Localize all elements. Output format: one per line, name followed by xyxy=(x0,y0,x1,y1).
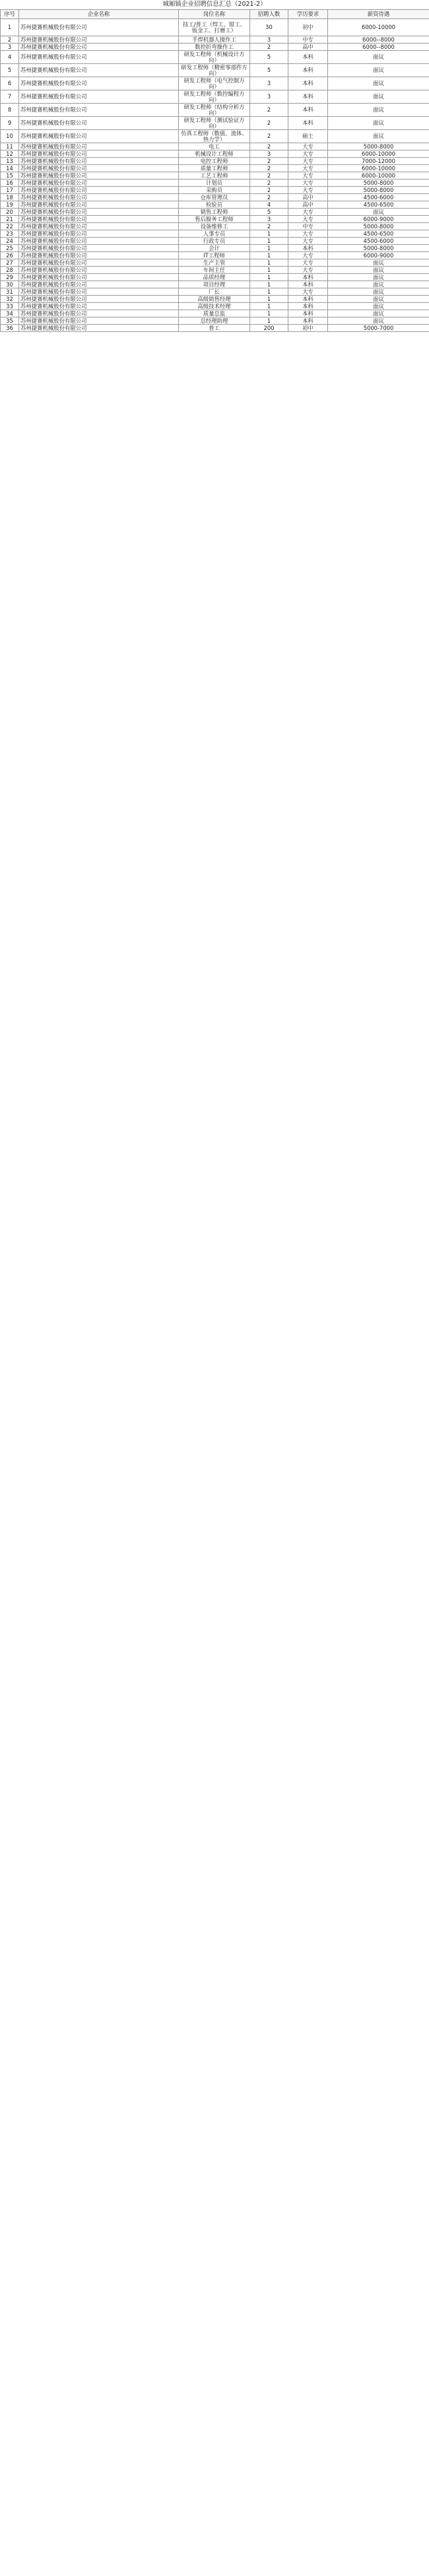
salary: 面议 xyxy=(328,281,429,288)
position-name: 会计 xyxy=(179,245,250,252)
table-row xyxy=(1,223,429,230)
salary: 面议 xyxy=(328,51,429,64)
table-row xyxy=(1,150,429,158)
row-number: 17 xyxy=(1,187,19,194)
salary: 4500-6500 xyxy=(328,230,429,238)
table-row xyxy=(1,303,429,310)
header-education: 学历要求 xyxy=(288,10,328,19)
salary: 4500-6000 xyxy=(328,194,429,201)
position-name: 总经理助理 xyxy=(179,317,250,325)
salary: 5000-8000 xyxy=(328,223,429,230)
education-requirement: 本科 xyxy=(288,51,328,64)
company-name: 苏州捷赛机械股份有限公司 xyxy=(19,104,179,117)
salary: 面议 xyxy=(328,303,429,310)
position-name: 电控工程师 xyxy=(179,158,250,165)
position-name: 计划员 xyxy=(179,180,250,187)
row-number: 19 xyxy=(1,201,19,209)
company-name: 苏州捷赛机械股份有限公司 xyxy=(19,117,179,130)
table-header-row xyxy=(1,10,429,19)
salary: 面议 xyxy=(328,296,429,303)
headcount: 2 xyxy=(250,194,288,201)
education-requirement: 初中 xyxy=(288,19,328,36)
company-name: 苏州捷赛机械股份有限公司 xyxy=(19,267,179,274)
table-row xyxy=(1,104,429,117)
company-name: 苏州捷赛机械股份有限公司 xyxy=(19,143,179,150)
headcount: 3 xyxy=(250,36,288,44)
headcount: 2 xyxy=(250,180,288,187)
salary: 5000-8000 xyxy=(328,180,429,187)
table-row xyxy=(1,230,429,238)
position-name: 手焊机器人操作工 xyxy=(179,36,250,44)
company-name: 苏州捷赛机械股份有限公司 xyxy=(19,245,179,252)
row-number: 14 xyxy=(1,165,19,172)
position-name: 项目经理 xyxy=(179,281,250,288)
education-requirement: 大专 xyxy=(288,216,328,223)
education-requirement: 大专 xyxy=(288,209,328,216)
company-name: 苏州捷赛机械股份有限公司 xyxy=(19,180,179,187)
document-title: 城厢镇企业招聘信息汇总（2021-2） xyxy=(162,1,267,8)
row-number: 23 xyxy=(1,230,19,238)
row-number: 24 xyxy=(1,238,19,245)
position-name: 检验员 xyxy=(179,201,250,209)
row-number: 6 xyxy=(1,77,19,90)
company-name: 苏州捷赛机械股份有限公司 xyxy=(19,64,179,77)
row-number: 3 xyxy=(1,44,19,51)
row-number: 4 xyxy=(1,51,19,64)
headcount: 2 xyxy=(250,104,288,117)
position-name: 采购员 xyxy=(179,187,250,194)
table-row xyxy=(1,194,429,201)
position-name: 普工 xyxy=(179,325,250,332)
headcount: 2 xyxy=(250,44,288,51)
row-number: 33 xyxy=(1,303,19,310)
position-name: 研发工程师（机械设计方向） xyxy=(179,51,250,64)
education-requirement: 大专 xyxy=(288,259,328,267)
company-name: 苏州捷赛机械股份有限公司 xyxy=(19,165,179,172)
headcount: 2 xyxy=(250,223,288,230)
education-requirement: 硕士 xyxy=(288,130,328,143)
table-row xyxy=(1,165,429,172)
salary: 6000-10000 xyxy=(328,19,429,36)
education-requirement: 大专 xyxy=(288,165,328,172)
salary: 5000-8000 xyxy=(328,187,429,194)
salary: 面议 xyxy=(328,117,429,130)
education-requirement: 大专 xyxy=(288,180,328,187)
headcount: 2 xyxy=(250,158,288,165)
company-name: 苏州捷赛机械股份有限公司 xyxy=(19,274,179,281)
table-row xyxy=(1,317,429,325)
education-requirement: 本科 xyxy=(288,64,328,77)
row-number: 7 xyxy=(1,90,19,104)
row-number: 9 xyxy=(1,117,19,130)
position-name: 人事专员 xyxy=(179,230,250,238)
company-name: 苏州捷赛机械股份有限公司 xyxy=(19,36,179,44)
headcount: 1 xyxy=(250,252,288,259)
position-name: 仓库管理员 xyxy=(179,194,250,201)
headcount: 1 xyxy=(250,274,288,281)
company-name: 苏州捷赛机械股份有限公司 xyxy=(19,51,179,64)
headcount: 1 xyxy=(250,245,288,252)
company-name: 苏州捷赛机械股份有限公司 xyxy=(19,310,179,317)
table-row xyxy=(1,187,429,194)
table-row xyxy=(1,158,429,165)
company-name: 苏州捷赛机械股份有限公司 xyxy=(19,77,179,90)
salary: 6000-9000 xyxy=(328,252,429,259)
education-requirement: 大专 xyxy=(288,238,328,245)
education-requirement: 大专 xyxy=(288,288,328,296)
headcount: 3 xyxy=(250,216,288,223)
table-row xyxy=(1,216,429,223)
company-name: 苏州捷赛机械股份有限公司 xyxy=(19,187,179,194)
education-requirement: 本科 xyxy=(288,104,328,117)
row-number: 8 xyxy=(1,104,19,117)
table-body xyxy=(1,19,429,332)
headcount: 2 xyxy=(250,143,288,150)
position-name: 高级销售经理 xyxy=(179,296,250,303)
position-name: 设备维修工 xyxy=(179,223,250,230)
table-row xyxy=(1,44,429,51)
position-name: 机械设计工程师 xyxy=(179,150,250,158)
education-requirement: 本科 xyxy=(288,303,328,310)
position-name: 车间主任 xyxy=(179,267,250,274)
row-number: 2 xyxy=(1,36,19,44)
row-number: 18 xyxy=(1,194,19,201)
position-name: 研发工程师（电气控制方向） xyxy=(179,77,250,90)
position-name: 研发工程师（测试验证方向） xyxy=(179,117,250,130)
education-requirement: 高中 xyxy=(288,44,328,51)
company-name: 苏州捷赛机械股份有限公司 xyxy=(19,296,179,303)
company-name: 苏州捷赛机械股份有限公司 xyxy=(19,130,179,143)
headcount: 1 xyxy=(250,296,288,303)
company-name: 苏州捷赛机械股份有限公司 xyxy=(19,303,179,310)
headcount: 2 xyxy=(250,172,288,180)
headcount: 3 xyxy=(250,90,288,104)
company-name: 苏州捷赛机械股份有限公司 xyxy=(19,317,179,325)
salary: 4500-6000 xyxy=(328,238,429,245)
position-name: 电工 xyxy=(179,143,250,150)
education-requirement: 本科 xyxy=(288,77,328,90)
row-number: 34 xyxy=(1,310,19,317)
salary: 面议 xyxy=(328,77,429,90)
company-name: 苏州捷赛机械股份有限公司 xyxy=(19,19,179,36)
company-name: 苏州捷赛机械股份有限公司 xyxy=(19,238,179,245)
table-row xyxy=(1,117,429,130)
headcount: 1 xyxy=(250,317,288,325)
table-row xyxy=(1,51,429,64)
position-name: 研发工程师（精密零部件方向） xyxy=(179,64,250,77)
position-name: 品质经理 xyxy=(179,274,250,281)
row-number: 35 xyxy=(1,317,19,325)
salary: 面议 xyxy=(328,274,429,281)
headcount: 1 xyxy=(250,230,288,238)
row-number: 27 xyxy=(1,259,19,267)
position-name: 厂长 xyxy=(179,288,250,296)
table-row xyxy=(1,274,429,281)
row-number: 22 xyxy=(1,223,19,230)
salary: 5000-7000 xyxy=(328,325,429,332)
salary: 面议 xyxy=(328,267,429,274)
table-row xyxy=(1,36,429,44)
education-requirement: 本科 xyxy=(288,281,328,288)
header-salary: 薪资待遇 xyxy=(328,10,429,19)
education-requirement: 本科 xyxy=(288,245,328,252)
company-name: 苏州捷赛机械股份有限公司 xyxy=(19,281,179,288)
education-requirement: 大专 xyxy=(288,158,328,165)
education-requirement: 大专 xyxy=(288,143,328,150)
education-requirement: 大专 xyxy=(288,150,328,158)
table-row xyxy=(1,245,429,252)
row-number: 25 xyxy=(1,245,19,252)
position-name: 高级技术经理 xyxy=(179,303,250,310)
company-name: 苏州捷赛机械股份有限公司 xyxy=(19,194,179,201)
header-count: 招聘人数 xyxy=(250,10,288,19)
headcount: 1 xyxy=(250,303,288,310)
table-row xyxy=(1,19,429,36)
row-number: 26 xyxy=(1,252,19,259)
table-row xyxy=(1,77,429,90)
position-name: 工艺工程师 xyxy=(179,172,250,180)
company-name: 苏州捷赛机械股份有限公司 xyxy=(19,209,179,216)
row-number: 29 xyxy=(1,274,19,281)
position-name: 行政专员 xyxy=(179,238,250,245)
salary: 5000-8000 xyxy=(328,245,429,252)
position-name: 数控折弯操作工 xyxy=(179,44,250,51)
headcount: 2 xyxy=(250,117,288,130)
headcount: 2 xyxy=(250,130,288,143)
education-requirement: 中专 xyxy=(288,36,328,44)
education-requirement: 大专 xyxy=(288,172,328,180)
salary: 面议 xyxy=(328,317,429,325)
table-row xyxy=(1,201,429,209)
table-row xyxy=(1,259,429,267)
salary: 7000-12000 xyxy=(328,158,429,165)
headcount: 5 xyxy=(250,209,288,216)
row-number: 20 xyxy=(1,209,19,216)
company-name: 苏州捷赛机械股份有限公司 xyxy=(19,230,179,238)
headcount: 1 xyxy=(250,267,288,274)
company-name: 苏州捷赛机械股份有限公司 xyxy=(19,150,179,158)
headcount: 1 xyxy=(250,281,288,288)
headcount: 5 xyxy=(250,64,288,77)
education-requirement: 大专 xyxy=(288,187,328,194)
position-name: IT工程师 xyxy=(179,252,250,259)
headcount: 30 xyxy=(250,19,288,36)
headcount: 200 xyxy=(250,325,288,332)
company-name: 苏州捷赛机械股份有限公司 xyxy=(19,252,179,259)
row-number: 28 xyxy=(1,267,19,274)
company-name: 苏州捷赛机械股份有限公司 xyxy=(19,44,179,51)
headcount: 3 xyxy=(250,77,288,90)
header-no: 序号 xyxy=(1,10,19,19)
row-number: 13 xyxy=(1,158,19,165)
headcount: 3 xyxy=(250,150,288,158)
table-row xyxy=(1,296,429,303)
salary: 4500-6500 xyxy=(328,201,429,209)
row-number: 1 xyxy=(1,19,19,36)
company-name: 苏州捷赛机械股份有限公司 xyxy=(19,201,179,209)
headcount: 2 xyxy=(250,165,288,172)
education-requirement: 高中 xyxy=(288,194,328,201)
education-requirement: 大专 xyxy=(288,252,328,259)
headcount: 2 xyxy=(250,187,288,194)
table-row xyxy=(1,172,429,180)
table-row xyxy=(1,281,429,288)
education-requirement: 大专 xyxy=(288,267,328,274)
education-requirement: 中专 xyxy=(288,223,328,230)
company-name: 苏州捷赛机械股份有限公司 xyxy=(19,90,179,104)
headcount: 4 xyxy=(250,201,288,209)
salary: 6000--8000 xyxy=(328,44,429,51)
header-company: 企业名称 xyxy=(19,10,179,19)
position-name: 质量总监 xyxy=(179,310,250,317)
table-row xyxy=(1,267,429,274)
company-name: 苏州捷赛机械股份有限公司 xyxy=(19,223,179,230)
position-name: 技工/普工（焊工、钳工、钣金工、打磨工） xyxy=(179,19,250,36)
position-name: 生产主管 xyxy=(179,259,250,267)
education-requirement: 初中 xyxy=(288,325,328,332)
row-number: 30 xyxy=(1,281,19,288)
salary: 面议 xyxy=(328,90,429,104)
salary: 面议 xyxy=(328,209,429,216)
table-row xyxy=(1,325,429,332)
company-name: 苏州捷赛机械股份有限公司 xyxy=(19,288,179,296)
education-requirement: 本科 xyxy=(288,317,328,325)
table-row xyxy=(1,252,429,259)
position-name: 销售工程师 xyxy=(179,209,250,216)
row-number: 10 xyxy=(1,130,19,143)
salary: 面议 xyxy=(328,104,429,117)
row-number: 15 xyxy=(1,172,19,180)
position-name: 研发工程师（结构分析方向） xyxy=(179,104,250,117)
salary: 6000--8000 xyxy=(328,36,429,44)
row-number: 11 xyxy=(1,143,19,150)
table-row xyxy=(1,143,429,150)
education-requirement: 本科 xyxy=(288,90,328,104)
row-number: 12 xyxy=(1,150,19,158)
salary: 面议 xyxy=(328,64,429,77)
table-row xyxy=(1,130,429,143)
header-position: 岗位名称 xyxy=(179,10,250,19)
education-requirement: 大专 xyxy=(288,230,328,238)
salary: 面议 xyxy=(328,288,429,296)
salary: 6000-9000 xyxy=(328,216,429,223)
education-requirement: 本科 xyxy=(288,296,328,303)
position-name: 仿真工程师（数值、流体、热力学） xyxy=(179,130,250,143)
salary: 6000-10000 xyxy=(328,172,429,180)
salary: 面议 xyxy=(328,130,429,143)
recruitment-table xyxy=(0,9,429,332)
company-name: 苏州捷赛机械股份有限公司 xyxy=(19,259,179,267)
company-name: 苏州捷赛机械股份有限公司 xyxy=(19,158,179,165)
row-number: 5 xyxy=(1,64,19,77)
table-row xyxy=(1,310,429,317)
table-row xyxy=(1,288,429,296)
headcount: 1 xyxy=(250,288,288,296)
table-row xyxy=(1,64,429,77)
salary: 6000-10000 xyxy=(328,150,429,158)
headcount: 1 xyxy=(250,310,288,317)
company-name: 苏州捷赛机械股份有限公司 xyxy=(19,216,179,223)
headcount: 1 xyxy=(250,238,288,245)
table-row xyxy=(1,90,429,104)
row-number: 32 xyxy=(1,296,19,303)
position-name: 售后服务工程师 xyxy=(179,216,250,223)
education-requirement: 本科 xyxy=(288,274,328,281)
education-requirement: 本科 xyxy=(288,117,328,130)
position-name: 研发工程师（数控编程方向） xyxy=(179,90,250,104)
salary: 6000-10000 xyxy=(328,165,429,172)
headcount: 5 xyxy=(250,51,288,64)
row-number: 31 xyxy=(1,288,19,296)
headcount: 1 xyxy=(250,259,288,267)
education-requirement: 本科 xyxy=(288,310,328,317)
salary: 面议 xyxy=(328,310,429,317)
row-number: 16 xyxy=(1,180,19,187)
row-number: 36 xyxy=(1,325,19,332)
salary: 5000-8000 xyxy=(328,143,429,150)
row-number: 21 xyxy=(1,216,19,223)
salary: 面议 xyxy=(328,259,429,267)
position-name: 质量工程师 xyxy=(179,165,250,172)
table-row xyxy=(1,209,429,216)
company-name: 苏州捷赛机械股份有限公司 xyxy=(19,325,179,332)
education-requirement: 高中 xyxy=(288,201,328,209)
table-row xyxy=(1,180,429,187)
table-row xyxy=(1,238,429,245)
company-name: 苏州捷赛机械股份有限公司 xyxy=(19,172,179,180)
